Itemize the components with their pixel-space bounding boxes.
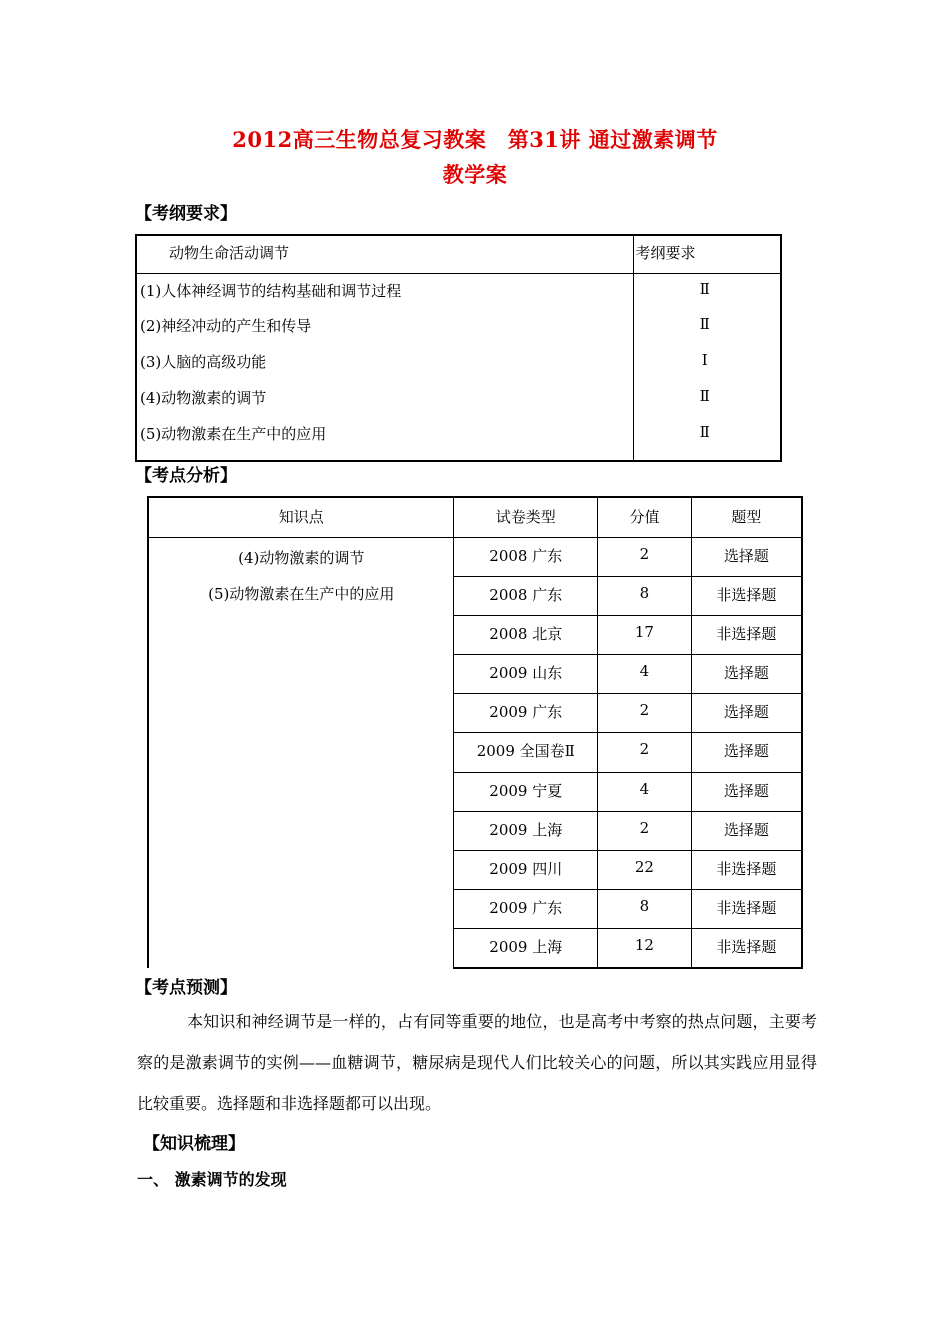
section-heading-prediction: 【考点预测】 xyxy=(135,978,237,998)
section-heading-analysis: 【考点分析】 xyxy=(135,466,237,486)
table-row xyxy=(136,417,781,461)
type-cell: 非选择题 xyxy=(691,851,802,890)
section-heading-knowledge: 【知识梳理】 xyxy=(143,1134,245,1154)
table-header-row xyxy=(148,497,802,537)
header-cell: 试卷类型 xyxy=(454,497,598,537)
table-row xyxy=(136,273,781,309)
paper-cell: 2008 广东 xyxy=(454,537,598,576)
score-cell: 17 xyxy=(598,615,692,654)
table-row xyxy=(136,381,781,417)
paper-cell: 2009 宁夏 xyxy=(454,772,598,811)
document-subtitle: 教学案 xyxy=(442,162,508,187)
type-cell: 选择题 xyxy=(691,694,802,733)
paper-cell: 2009 山东 xyxy=(454,655,598,694)
score-cell: 2 xyxy=(598,811,692,850)
score-cell: 22 xyxy=(598,851,692,890)
type-cell: 非选择题 xyxy=(691,890,802,929)
header-cell: 分值 xyxy=(598,497,692,537)
syllabus-item: (3)人脑的高级功能 xyxy=(140,353,267,371)
syllabus-level: Ⅱ xyxy=(633,417,781,461)
header-cell: 知识点 xyxy=(148,497,454,537)
header-cell: 动物生命活动调节 xyxy=(136,235,633,273)
type-cell: 选择题 xyxy=(691,811,802,850)
score-cell: 8 xyxy=(598,890,692,929)
table-header-row xyxy=(136,235,781,273)
syllabus-level: Ⅰ xyxy=(633,345,781,381)
syllabus-level: Ⅱ xyxy=(633,381,781,417)
knowledge-point: (5)动物激素在生产中的应用 xyxy=(208,584,395,603)
score-cell: 4 xyxy=(598,772,692,811)
table-row xyxy=(148,537,802,576)
paper-cell: 2009 广东 xyxy=(454,890,598,929)
paper-cell: 2009 广东 xyxy=(454,694,598,733)
header-cell: 考纲要求 xyxy=(633,235,781,273)
subsection-heading: 一、 激素调节的发现 xyxy=(137,1170,287,1189)
syllabus-level: Ⅱ xyxy=(633,273,781,309)
syllabus-level: Ⅱ xyxy=(633,309,781,345)
score-cell: 4 xyxy=(598,655,692,694)
syllabus-item: (2)神经冲动的产生和传导 xyxy=(140,317,312,335)
type-cell: 非选择题 xyxy=(691,615,802,654)
knowledge-point-cell xyxy=(148,537,454,968)
paper-cell: 2009 上海 xyxy=(454,811,598,850)
syllabus-table xyxy=(135,234,782,462)
paper-cell: 2009 上海 xyxy=(454,929,598,968)
table-row xyxy=(136,309,781,345)
type-cell: 非选择题 xyxy=(691,576,802,615)
score-cell: 2 xyxy=(598,537,692,576)
score-cell: 12 xyxy=(598,929,692,968)
prediction-paragraph: 本知识和神经调节是一样的，占有同等重要的地位，也是高考中考察的热点问题，主要考察的是激素调节的实例——血糖调节，糖尿病是现代人们比较关心的问题，所以其实践应用显得比较重要。选择题和非选择题都可以出现。 xyxy=(137,1012,817,1113)
syllabus-item: (5)动物激素在生产中的应用 xyxy=(140,425,327,443)
document-title: 2012高三生物总复习教案 第31讲 通过激素调节 xyxy=(232,127,718,152)
table-row xyxy=(136,345,781,381)
type-cell: 选择题 xyxy=(691,537,802,576)
knowledge-point: (4)动物激素的调节 xyxy=(238,548,365,567)
score-cell: 2 xyxy=(598,733,692,772)
paper-cell: 2009 全国卷Ⅱ xyxy=(454,733,598,772)
type-cell: 非选择题 xyxy=(691,929,802,968)
paper-cell: 2008 北京 xyxy=(454,615,598,654)
type-cell: 选择题 xyxy=(691,733,802,772)
section-heading-syllabus: 【考纲要求】 xyxy=(135,204,237,224)
type-cell: 选择题 xyxy=(691,655,802,694)
score-cell: 8 xyxy=(598,576,692,615)
syllabus-item: (1)人体神经调节的结构基础和调节过程 xyxy=(140,281,402,300)
exam-analysis-table xyxy=(147,496,803,969)
score-cell: 2 xyxy=(598,694,692,733)
syllabus-item: (4)动物激素的调节 xyxy=(140,389,267,407)
type-cell: 选择题 xyxy=(691,772,802,811)
paper-cell: 2008 广东 xyxy=(454,576,598,615)
paper-cell: 2009 四川 xyxy=(454,851,598,890)
header-cell: 题型 xyxy=(691,497,802,537)
